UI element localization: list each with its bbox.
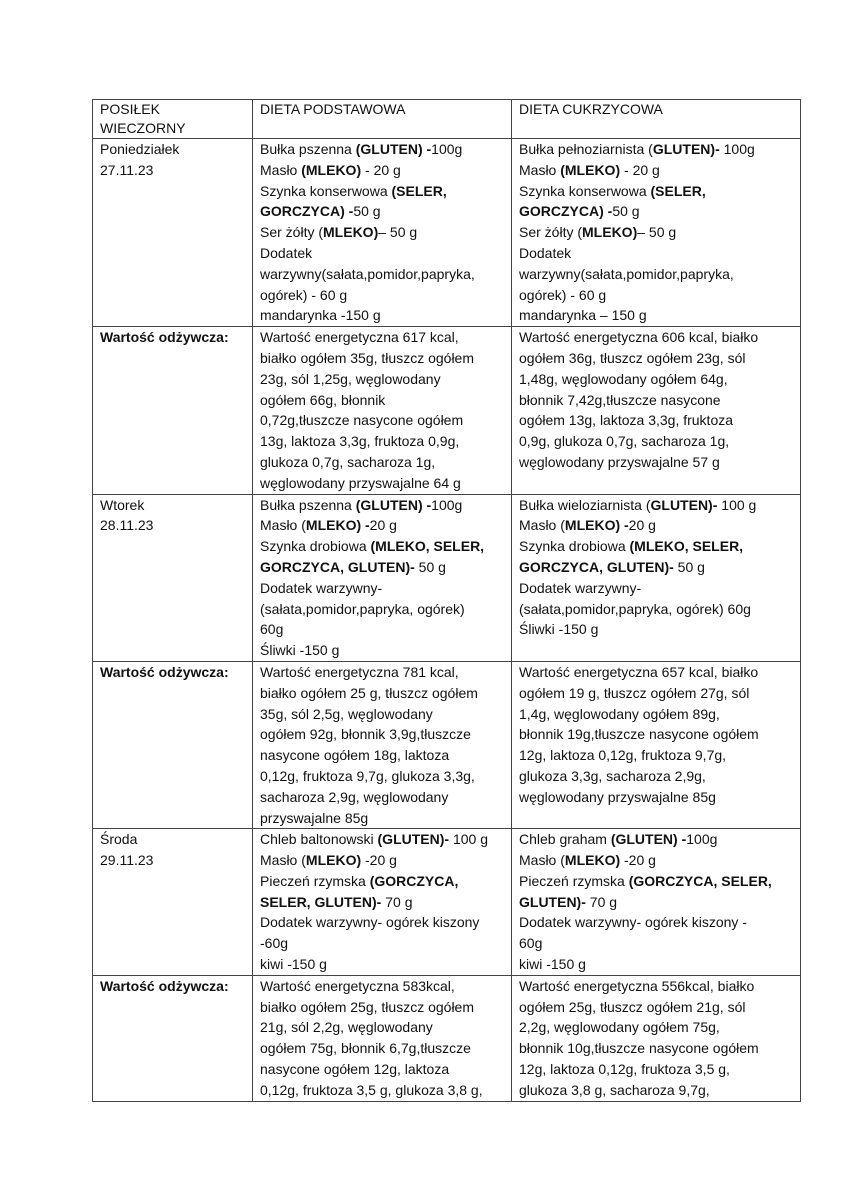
cell-line — [260, 976, 505, 997]
cell-line — [260, 850, 505, 871]
cell-text: 100g — [686, 831, 718, 848]
cell-line — [260, 473, 505, 494]
cell-text: mandarynka – 150 g — [519, 307, 647, 324]
nutrition-row — [93, 975, 801, 1101]
allergen-text: GLUTEN)- — [519, 893, 586, 910]
basic-diet-cell — [253, 494, 512, 661]
row-label: Wartość odżywcza: — [100, 663, 229, 680]
cell-line — [260, 160, 505, 181]
cell-text: 100g — [431, 141, 463, 157]
cell-text: Wartość energetyczna 657 kcal, białko — [519, 663, 759, 680]
cell-line — [519, 181, 794, 202]
cell-text: Bułka pszenna — [260, 496, 356, 513]
cell-line — [519, 976, 794, 997]
cell-line — [260, 724, 505, 745]
cell-line — [260, 369, 505, 390]
cell-text: ogółem 19 g, tłuszcz ogółem 27g, sól — [519, 684, 750, 701]
cell-text: 23g, sól 1,25g, węglowodany — [260, 370, 441, 387]
cell-line — [519, 515, 794, 536]
cell-line — [260, 431, 505, 452]
cell-text: błonnik 7,42g,tłuszcze nasycone — [519, 391, 721, 408]
cell-text: Dodatek warzywny- — [260, 579, 383, 596]
day-label-cell — [93, 139, 253, 327]
allergen-text: GORCZYCA) - — [519, 203, 613, 220]
cell-text: warzywny(sałata,pomidor,papryka, — [519, 265, 734, 282]
cell-text: 20 g — [628, 517, 656, 534]
cell-line — [519, 997, 794, 1018]
cell-text: nasycone ogółem 12g, laktoza — [260, 1061, 450, 1078]
cell-text: nasycone ogółem 18g, laktoza — [260, 747, 450, 764]
cell-text: – 50 g — [637, 224, 677, 241]
cell-line — [519, 1038, 794, 1059]
cell-text: Masło — [260, 161, 302, 178]
allergen-text: (SELER, — [650, 182, 706, 199]
cell-text: - 20 g — [361, 161, 401, 178]
cell-text: przyswajalne 85g — [260, 809, 369, 826]
nutrition-label-cell — [93, 661, 253, 828]
cell-text: Śliwki -150 g — [260, 642, 340, 659]
allergen-text: SELER, GLUTEN)- — [260, 893, 382, 910]
cell-text: Masło — [519, 161, 561, 178]
cell-line — [260, 1017, 505, 1038]
allergen-text: GORCZYCA, GLUTEN)- — [519, 558, 674, 575]
cell-text: ogółem 25g, tłuszcz ogółem 21g, sól — [519, 998, 746, 1015]
cell-line — [519, 327, 794, 348]
cell-line — [519, 1059, 794, 1080]
allergen-text: (SELER, — [391, 182, 447, 199]
allergen-text: (GORCZYCA, — [369, 872, 459, 889]
cell-text: 50 g — [612, 203, 640, 220]
cell-line — [519, 704, 794, 725]
cell-text: kiwi -150 g — [260, 956, 327, 973]
cell-line — [519, 369, 794, 390]
day-label-cell — [93, 494, 253, 661]
cell-line — [260, 662, 505, 683]
cell-text: Ser żółty ( — [260, 224, 324, 241]
cell-line — [260, 201, 505, 222]
cell-text: węglowodany przyswajalne 57 g — [519, 453, 720, 470]
cell-text: 0,12g, fruktoza 3,5 g, glukoza 3,8 g, — [260, 1081, 483, 1098]
row-label: Poniedziałek — [100, 141, 180, 157]
cell-text: Szynka drobiowa — [260, 538, 371, 555]
row-label: Wartość odżywcza: — [100, 329, 229, 346]
menu-table-body — [93, 100, 801, 1102]
cell-line — [519, 933, 794, 954]
cell-line — [260, 578, 505, 599]
cell-line — [260, 495, 505, 516]
cell-text: mandarynka -150 g — [260, 307, 381, 324]
day-row — [93, 829, 801, 976]
cell-line — [519, 745, 794, 766]
cell-text: Szynka konserwowa — [260, 182, 392, 199]
cell-line — [260, 348, 505, 369]
cell-line — [260, 766, 505, 787]
cell-text: 13g, laktoza 3,3g, fruktoza 0,9g, — [260, 433, 460, 450]
cell-text: ogółem 75g, błonnik 6,7g,tłuszcze — [260, 1040, 471, 1057]
cell-text: Dodatek warzywny- ogórek kiszony - — [519, 914, 747, 931]
cell-line — [519, 390, 794, 411]
row-date: 29.11.23 — [100, 852, 154, 869]
row-label: Wartość odżywcza: — [100, 977, 229, 994]
cell-text: -60g — [260, 935, 289, 952]
cell-text: 70 g — [381, 893, 413, 910]
cell-line — [260, 619, 505, 640]
cell-text: Dodatek warzywny- — [519, 579, 642, 596]
cell-text: Chleb graham — [519, 831, 611, 848]
cell-text: Wartość energetyczna 583kcal, — [260, 977, 455, 994]
cell-text: 100 g — [449, 831, 488, 848]
allergen-text: (GLUTEN) - — [355, 141, 432, 157]
cell-line — [519, 139, 794, 160]
cell-line — [519, 578, 794, 599]
allergen-text: GLUTEN)- — [650, 496, 718, 513]
cell-text: błonnik 10g,tłuszcze nasycone ogółem — [519, 1040, 759, 1057]
cell-line — [260, 808, 505, 829]
cell-line — [260, 892, 505, 913]
cell-text: 50 g — [353, 203, 381, 220]
diabetic-diet-cell — [512, 975, 801, 1101]
cell-text: Dodatek — [260, 244, 313, 261]
cell-text: -20 g — [620, 852, 656, 869]
cell-line — [519, 850, 794, 871]
allergen-text: MLEKO) — [582, 224, 638, 241]
cell-line — [260, 640, 505, 661]
cell-text: 100g — [431, 496, 463, 513]
cell-text: Pieczeń rzymska — [260, 872, 370, 889]
cell-line — [260, 599, 505, 620]
cell-line — [260, 536, 505, 557]
diabetic-diet-cell — [512, 327, 801, 494]
cell-text: Masło ( — [260, 852, 306, 869]
diabetic-diet-cell — [512, 829, 801, 976]
cell-line — [260, 683, 505, 704]
allergen-text: (GORCZYCA, SELER, — [628, 872, 772, 889]
cell-text: Pieczeń rzymska — [519, 872, 629, 889]
cell-line — [519, 892, 794, 913]
cell-line — [260, 745, 505, 766]
cell-text: 1,48g, węglowodany ogółem 64g, — [519, 370, 728, 387]
cell-line — [519, 495, 794, 516]
diabetic-diet-cell — [512, 494, 801, 661]
header-row — [93, 100, 801, 139]
cell-text: 1,4g, węglowodany ogółem 89g, — [519, 705, 720, 722]
cell-line — [519, 871, 794, 892]
allergen-text: (GLUTEN)- — [377, 831, 450, 848]
nutrition-label-cell — [93, 327, 253, 494]
cell-text: białko ogółem 25g, tłuszcz ogółem — [260, 998, 475, 1015]
cell-text: węglowodany przyswajalne 85g — [519, 788, 716, 805]
cell-line — [519, 683, 794, 704]
allergen-text: (MLEKO, SELER, — [629, 538, 744, 555]
basic-diet-cell — [253, 327, 512, 494]
cell-text: 0,72g,tłuszcze nasycone ogółem — [260, 412, 464, 429]
nutrition-label-cell — [93, 975, 253, 1101]
allergen-text: (GLUTEN) - — [355, 496, 432, 513]
cell-text: Masło ( — [519, 852, 565, 869]
cell-text: 35g, sól 2,5g, węglowodany — [260, 705, 433, 722]
cell-line — [519, 243, 794, 264]
cell-text: 100g — [719, 141, 755, 157]
cell-line — [260, 390, 505, 411]
cell-line — [519, 662, 794, 683]
cell-line — [519, 431, 794, 452]
cell-text: Wartość energetyczna 606 kcal, białko — [519, 329, 759, 346]
cell-line — [260, 954, 505, 975]
cell-text: Wartość energetyczna 781 kcal, — [260, 663, 459, 680]
cell-text: glukoza 0,7g, sacharoza 1g, — [260, 453, 436, 470]
cell-text: ogółem 66g, błonnik — [260, 391, 386, 408]
day-label-cell — [93, 829, 253, 976]
cell-line — [260, 305, 505, 326]
cell-text: (sałata,pomidor,papryka, ogórek) — [260, 600, 465, 617]
allergen-text: MLEKO) — [305, 852, 362, 869]
cell-text: Szynka konserwowa — [519, 182, 651, 199]
cell-text: kiwi -150 g — [519, 956, 586, 973]
cell-text: 50 g — [673, 558, 705, 575]
cell-text: 0,9g, glukoza 0,7g, sacharoza 1g, — [519, 433, 730, 450]
cell-text: Szynka drobiowa — [519, 538, 630, 555]
cell-line — [519, 305, 794, 326]
cell-line — [519, 619, 794, 640]
cell-text: 60g — [519, 935, 543, 952]
allergen-text: GORCZYCA) - — [260, 203, 354, 220]
menu-table — [92, 99, 801, 1102]
cell-line — [260, 1059, 505, 1080]
cell-line — [260, 1038, 505, 1059]
cell-line — [519, 348, 794, 369]
cell-line — [519, 829, 794, 850]
cell-text: ogółem 92g, błonnik 3,9g,tłuszcze — [260, 726, 471, 743]
cell-text: 60g — [260, 621, 284, 638]
cell-text: 12g, laktoza 0,12g, fruktoza 3,5 g, — [519, 1061, 730, 1078]
cell-line — [260, 997, 505, 1018]
row-date: 28.11.23 — [100, 517, 154, 534]
cell-line — [260, 1080, 505, 1101]
cell-line — [260, 285, 505, 306]
nutrition-row — [93, 327, 801, 494]
cell-line — [519, 160, 794, 181]
basic-diet-cell — [253, 139, 512, 327]
cell-text: Wartość energetyczna 556kcal, białko — [519, 977, 755, 994]
cell-line — [519, 787, 794, 808]
cell-line — [260, 264, 505, 285]
cell-text: Wartość energetyczna 617 kcal, — [260, 329, 459, 346]
allergen-text: MLEKO) — [564, 852, 621, 869]
cell-text: Bułka pełnoziarnista ( — [519, 141, 653, 157]
cell-line — [260, 933, 505, 954]
cell-line — [260, 181, 505, 202]
cell-line — [519, 557, 794, 578]
cell-text: warzywny(sałata,pomidor,papryka, — [260, 265, 475, 282]
cell-text: Masło ( — [519, 517, 565, 534]
cell-text: białko ogółem 35g, tłuszcz ogółem — [260, 349, 475, 366]
allergen-text: (GLUTEN) - — [610, 831, 687, 848]
cell-text: glukoza 3,3g, sacharoza 2,9g, — [519, 767, 706, 784]
cell-text: Ser żółty ( — [519, 224, 583, 241]
cell-text: Bułka wieloziarnista ( — [519, 496, 651, 513]
cell-text: – 50 g — [378, 224, 418, 241]
cell-text: 100 g — [717, 496, 757, 513]
cell-line — [519, 766, 794, 787]
allergen-text: MLEKO) — [323, 224, 379, 241]
cell-line — [260, 871, 505, 892]
cell-line — [260, 327, 505, 348]
cell-text: sacharoza 2,9g, węglowodany — [260, 788, 449, 805]
cell-line — [519, 285, 794, 306]
row-date: 27.11.23 — [100, 161, 154, 178]
cell-text: Bułka pszenna — [260, 141, 356, 157]
cell-text: ogórek) - 60 g — [519, 286, 607, 303]
cell-text: ogółem 36g, tłuszcz ogółem 23g, sól — [519, 349, 746, 366]
cell-text: 70 g — [585, 893, 618, 910]
cell-text: (sałata,pomidor,papryka, ogórek) 60g — [519, 600, 751, 617]
cell-line — [519, 1080, 794, 1101]
cell-text: glukoza 3,8 g, sacharoza 9,7g, — [519, 1081, 710, 1098]
cell-line — [519, 1017, 794, 1038]
cell-line — [519, 954, 794, 975]
cell-line — [519, 724, 794, 745]
day-row — [93, 139, 801, 327]
allergen-text: (MLEKO) — [560, 161, 621, 178]
allergen-text: (MLEKO) — [301, 161, 362, 178]
cell-line — [519, 410, 794, 431]
header-meal: POSIŁEK WIECZORNY — [93, 100, 253, 139]
cell-text: Chleb baltonowski — [260, 831, 378, 848]
cell-text: 0,12g, fruktoza 9,7g, glukoza 3,3g, — [260, 767, 475, 784]
cell-line — [260, 515, 505, 536]
cell-text: 21g, sól 2,2g, węglowodany — [260, 1019, 433, 1036]
header-diabetic-diet: DIETA CUKRZYCOWA — [512, 100, 801, 139]
cell-line — [260, 139, 505, 160]
cell-text: 12g, laktoza 0,12g, fruktoza 9,7g, — [519, 747, 727, 764]
allergen-text: MLEKO) - — [564, 517, 629, 534]
cell-text: Dodatek — [519, 244, 572, 261]
cell-line — [260, 787, 505, 808]
cell-text: 2,2g, węglowodany ogółem 75g, — [519, 1019, 720, 1036]
diabetic-diet-cell — [512, 661, 801, 828]
cell-line — [260, 557, 505, 578]
nutrition-row — [93, 661, 801, 828]
cell-line — [519, 201, 794, 222]
cell-line — [260, 829, 505, 850]
cell-line — [260, 912, 505, 933]
cell-line — [260, 222, 505, 243]
day-row — [93, 494, 801, 661]
cell-text: Masło ( — [260, 517, 306, 534]
cell-line — [260, 452, 505, 473]
cell-text: ogółem 13g, laktoza 3,3g, fruktoza — [519, 412, 734, 429]
cell-line — [519, 452, 794, 473]
basic-diet-cell — [253, 829, 512, 976]
cell-line — [519, 264, 794, 285]
row-label: Środa — [100, 831, 138, 848]
cell-text: błonnik 19g,tłuszcze nasycone ogółem — [519, 726, 759, 743]
allergen-text: GORCZYCA, GLUTEN)- — [260, 558, 415, 575]
cell-text: Dodatek warzywny- ogórek kiszony — [260, 914, 480, 931]
header-basic-diet: DIETA PODSTAWOWA — [253, 100, 512, 139]
diabetic-diet-cell — [512, 139, 801, 327]
cell-line — [519, 222, 794, 243]
cell-text: ogórek) - 60 g — [260, 286, 348, 303]
basic-diet-cell — [253, 975, 512, 1101]
cell-line — [260, 704, 505, 725]
basic-diet-cell — [253, 661, 512, 828]
cell-line — [260, 410, 505, 431]
cell-line — [519, 536, 794, 557]
cell-line — [260, 243, 505, 264]
cell-text: 50 g — [414, 558, 446, 575]
allergen-text: (MLEKO, SELER, — [370, 538, 485, 555]
cell-text: Śliwki -150 g — [519, 621, 599, 638]
cell-line — [519, 599, 794, 620]
allergen-text: MLEKO) - — [305, 517, 370, 534]
cell-text: białko ogółem 25 g, tłuszcz ogółem — [260, 684, 478, 701]
allergen-text: GLUTEN)- — [652, 141, 720, 157]
cell-text: - 20 g — [620, 161, 660, 178]
cell-text: 20 g — [369, 517, 397, 534]
row-label: Wtorek — [100, 496, 145, 513]
cell-text: węglowodany przyswajalne 64 g — [260, 474, 461, 491]
cell-text: -20 g — [361, 852, 397, 869]
cell-line — [519, 912, 794, 933]
